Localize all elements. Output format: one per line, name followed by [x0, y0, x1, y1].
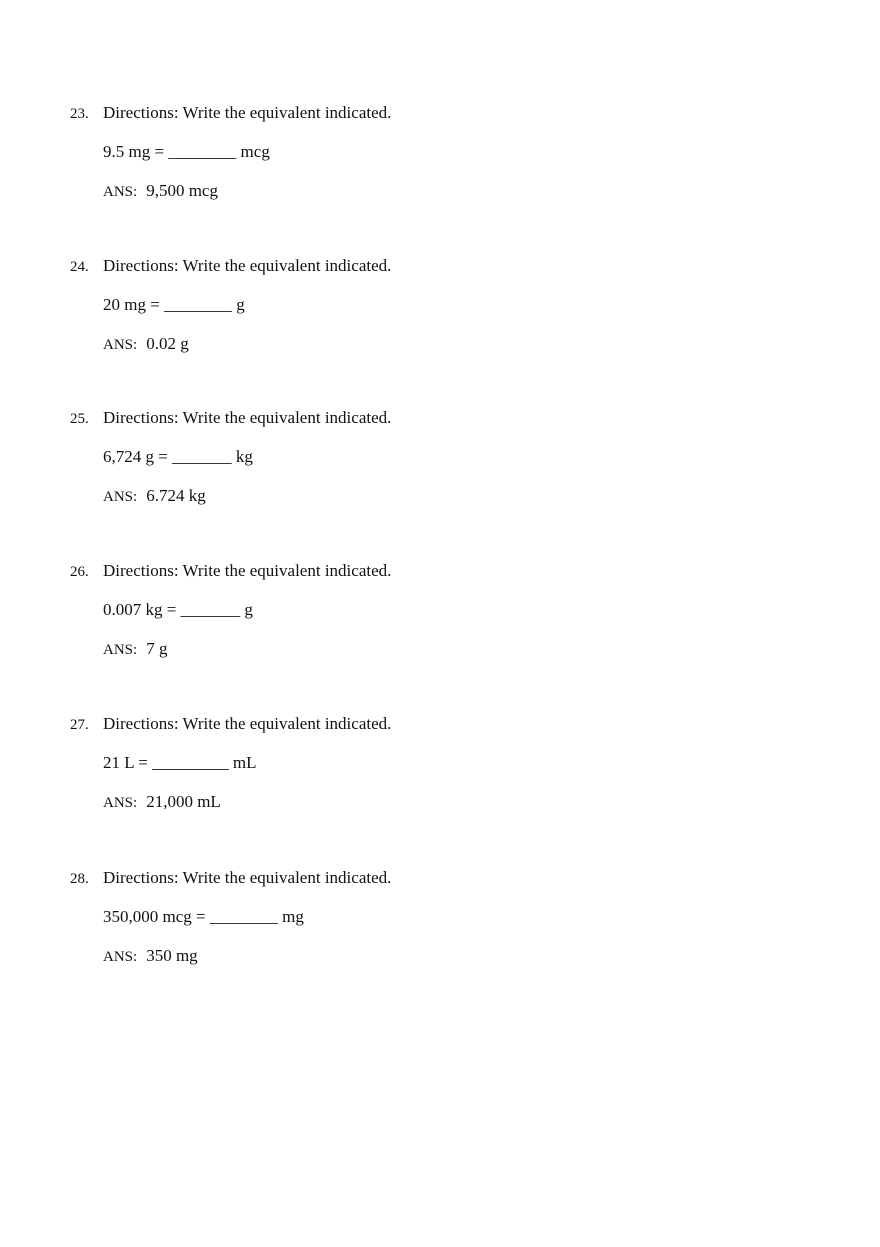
answer-value: 7 g — [146, 639, 168, 658]
question-directions: Directions: Write the equivalent indicated. — [103, 256, 392, 275]
answer-line — [103, 792, 770, 816]
answer-line — [103, 946, 770, 970]
answer-label: ANS: — [103, 949, 138, 965]
answer-label: ANS: — [103, 795, 138, 811]
question-24 — [70, 256, 770, 358]
question-problem: 21 L = _________ mL — [103, 753, 257, 772]
question-problem: 20 mg = ________ g — [103, 295, 245, 314]
answer-line — [103, 639, 770, 663]
question-directions: Directions: Write the equivalent indicated. — [103, 103, 392, 122]
question-number: 24. — [70, 259, 89, 275]
answer-label: ANS: — [103, 337, 138, 353]
answer-value: 21,000 mL — [146, 792, 221, 811]
answer-line — [103, 181, 770, 205]
question-number: 23. — [70, 106, 89, 122]
answer-line — [103, 486, 770, 510]
question-problem: 0.007 kg = _______ g — [103, 600, 253, 619]
question-number: 26. — [70, 564, 89, 580]
answer-value: 350 mg — [146, 946, 198, 965]
question-28 — [70, 868, 770, 970]
question-25 — [70, 408, 770, 510]
question-directions: Directions: Write the equivalent indicated. — [103, 714, 392, 733]
answer-line — [103, 334, 770, 358]
answer-label: ANS: — [103, 489, 138, 505]
answer-value: 0.02 g — [146, 334, 189, 353]
question-directions: Directions: Write the equivalent indicated. — [103, 868, 392, 887]
answer-value: 6.724 kg — [146, 486, 206, 505]
question-number: 27. — [70, 717, 89, 733]
question-directions: Directions: Write the equivalent indicated. — [103, 561, 392, 580]
question-number: 28. — [70, 871, 89, 887]
answer-value: 9,500 mcg — [146, 181, 218, 200]
question-27 — [70, 714, 770, 816]
question-directions: Directions: Write the equivalent indicated. — [103, 408, 392, 427]
question-number: 25. — [70, 411, 89, 427]
question-problem: 9.5 mg = ________ mcg — [103, 142, 270, 161]
question-problem: 350,000 mcg = ________ mg — [103, 907, 304, 926]
question-23 — [70, 103, 770, 205]
question-26 — [70, 561, 770, 663]
answer-label: ANS: — [103, 184, 138, 200]
question-problem: 6,724 g = _______ kg — [103, 447, 253, 466]
answer-label: ANS: — [103, 642, 138, 658]
